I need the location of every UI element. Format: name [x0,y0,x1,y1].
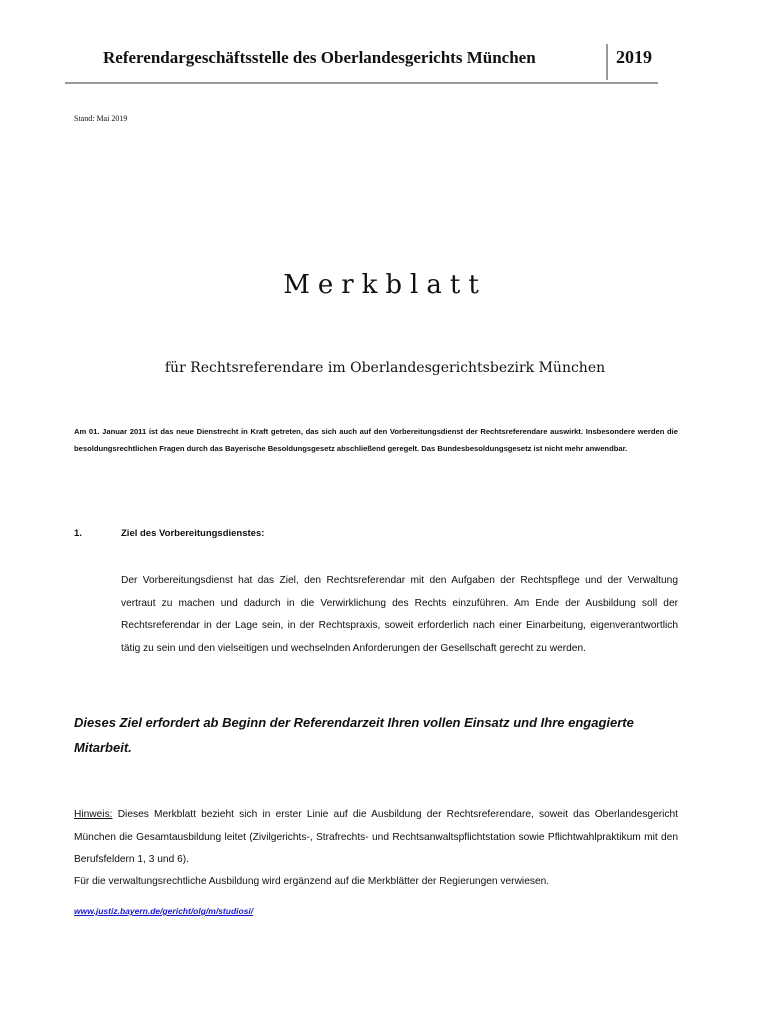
section-title: Ziel des Vorbereitungsdienstes: [121,528,265,539]
emphasis-statement: Dieses Ziel erfordert ab Beginn der Referendarzeit Ihren vollen Einsatz und Ihre engagierte Mitarbeit. [74,715,634,755]
stand-date: Stand: Mai 2019 [74,114,128,123]
document-title: Merkblatt [283,270,487,300]
verwaltung-note: Für die verwaltungsrechtliche Ausbildung wird ergänzend auf die Merkblätter der Regierungen verwiesen. [74,876,550,887]
hinweis-paragraph [74,804,678,872]
page-header [65,40,658,84]
section-body: Der Vorbereitungsdienst hat das Ziel, den Rechtsreferendar mit den Aufgaben der Rechtspflege und der Verwaltung vertraut zu machen und dadurch in die Verwirklichung des Rechts einzuführen. Am Ende der Ausbildung soll der Rechtsreferendar in der Lage sein, in der Rechtspraxis, soweit erforderlich nach einer Einarbeitung, eigenverantwortlich tätig zu sein und den vielseitigen und wechselnden Anforderungen der Gesellschaft gerecht zu werden. [121,575,678,654]
intro-paragraph: Am 01. Januar 2011 ist das neue Dienstrecht in Kraft getreten, das sich auch auf den Vorbereitungsdienst der Rechtsreferendare auswirkt. Insbesondere werden die besoldungsrechtlichen Fragen durch das Bayerische Besoldungsgesetz abschließend geregelt. Das Bundesbesoldungsgesetz ist nicht mehr anwendbar. [74,427,678,453]
hinweis-label: Hinweis: [74,809,113,820]
header-title: Referendargeschäftsstelle des Oberlandesgerichts München [103,48,536,67]
section-number: 1. [74,528,82,539]
document-subtitle: für Rechtsreferendare im Oberlandesgerichtsbezirk München [164,360,606,376]
hinweis-text: Dieses Merkblatt bezieht sich in erster Linie auf die Ausbildung der Rechtsreferendare, soweit das Oberlandesgericht München die Gesamtausbildung leitet (Zivilgerichts-, Strafrechts- und Rechtsanwaltspflichtstation sowie Pflichtwahlpraktikum mit den Berufsfeldern 1, 3 und 6). [74,809,678,865]
header-year: 2019 [616,47,652,67]
header-separator [606,44,608,80]
justiz-link[interactable]: www.justiz.bayern.de/gericht/olg/m/studiosi/ [74,906,254,916]
